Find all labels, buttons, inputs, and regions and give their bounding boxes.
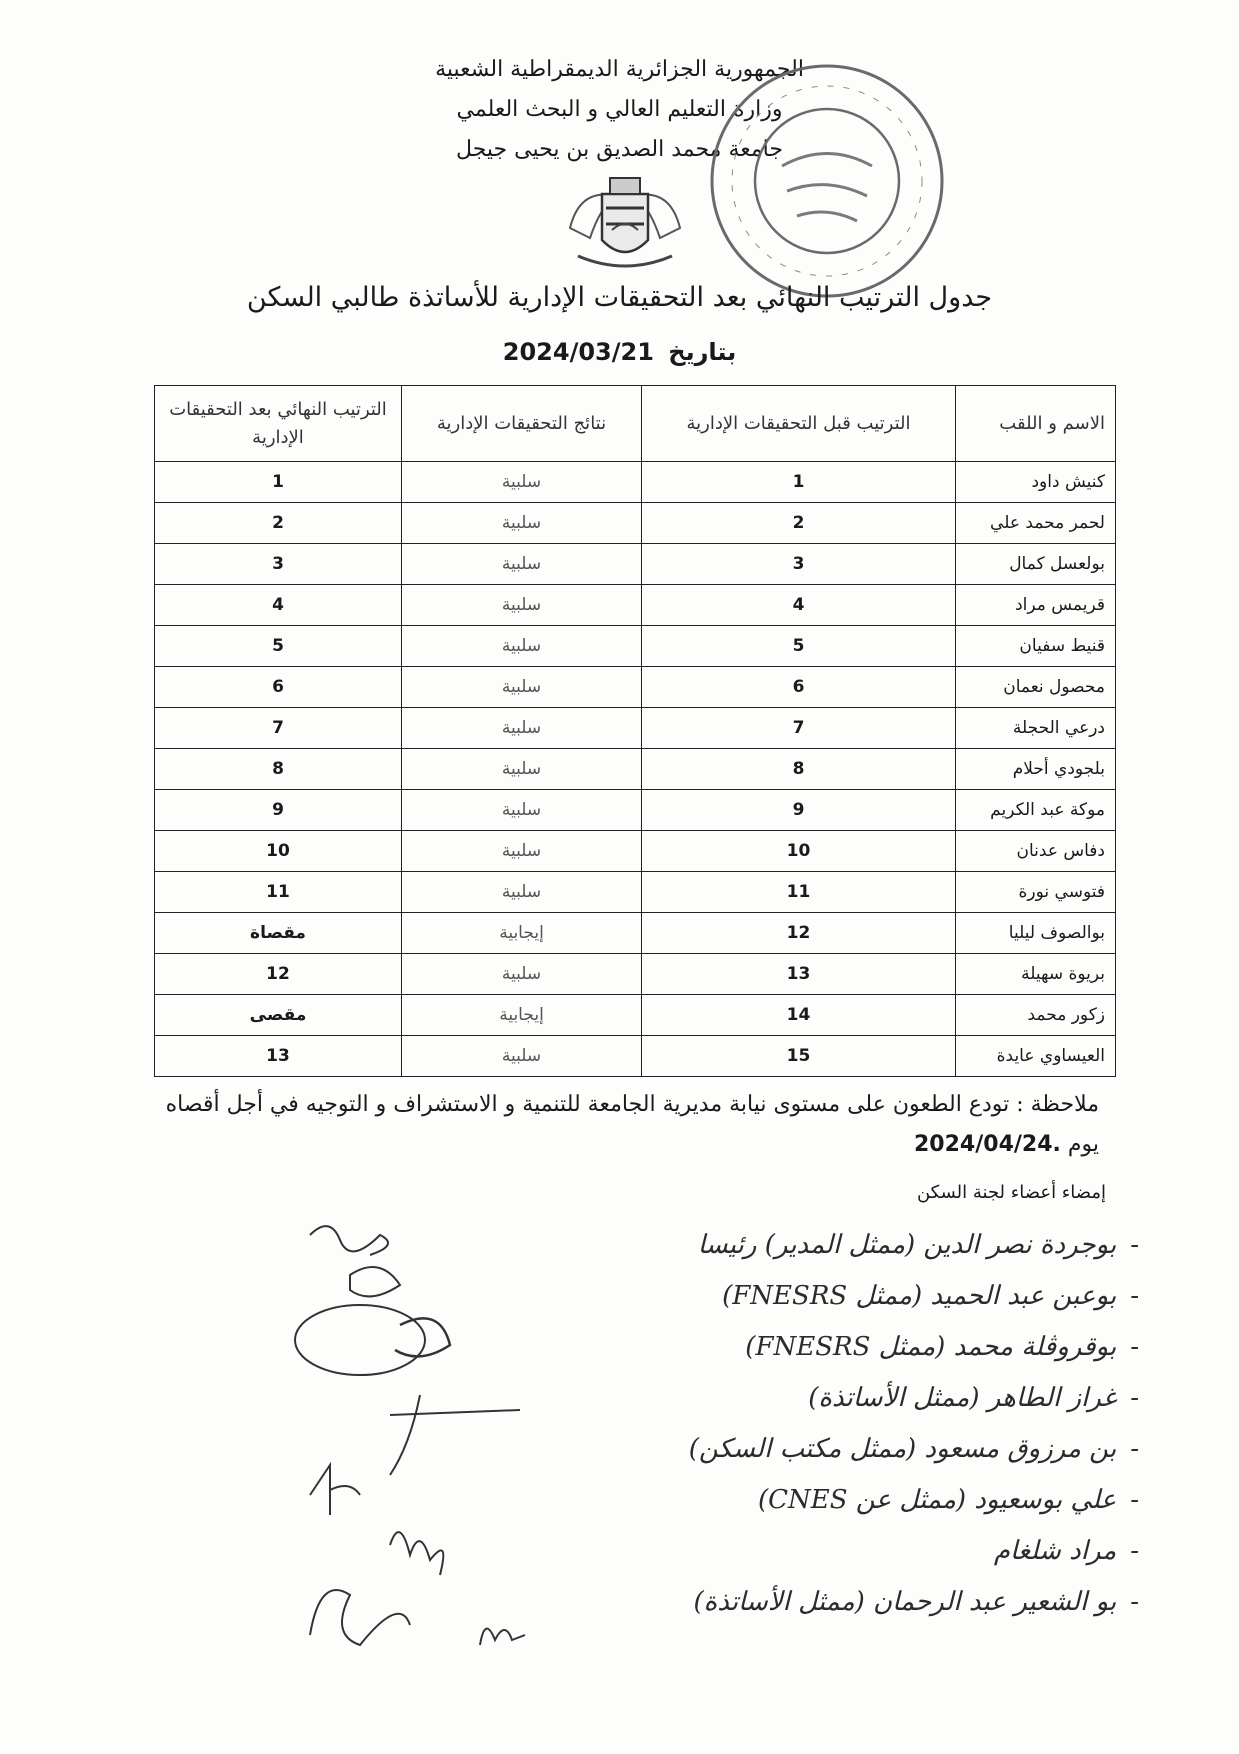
cell-before: 5 [642, 626, 956, 667]
cell-name: فتوسي نورة [956, 872, 1116, 913]
cell-result: سلبية [402, 790, 642, 831]
cell-result: سلبية [402, 667, 642, 708]
table-body [155, 462, 1116, 1077]
member-name: مراد شلغام [993, 1536, 1117, 1566]
cell-name: العيساوي عايدة [956, 1036, 1116, 1077]
cell-name: درعي الحجلة [956, 708, 1116, 749]
cell-result: إيجابية [402, 913, 642, 954]
member-name: علي بوسعيود (ممثل عن CNES) [757, 1485, 1117, 1515]
list-bullet: - [1130, 1230, 1139, 1260]
university-emblem-icon [560, 168, 690, 276]
signatures-title: إمضاء أعضاء لجنة السكن [916, 1182, 1106, 1203]
table-row [155, 790, 1116, 831]
cell-final: 2 [155, 503, 402, 544]
table-row [155, 585, 1116, 626]
cell-final: 11 [155, 872, 402, 913]
table-row [155, 913, 1116, 954]
date-value: 2024/03/21 [502, 338, 654, 366]
cell-final: 6 [155, 667, 402, 708]
cell-final: 4 [155, 585, 402, 626]
cell-result: سلبية [402, 585, 642, 626]
republic-line: الجمهورية الجزائرية الديمقراطية الشعبية [435, 57, 804, 82]
table-row [155, 708, 1116, 749]
cell-result: سلبية [402, 462, 642, 503]
member-name: بن مرزوق مسعود (ممثل مكتب السكن) [688, 1434, 1117, 1464]
cell-final: 3 [155, 544, 402, 585]
header-final: الترتيب النهائي بعد التحقيقات الإدارية [155, 386, 402, 462]
cell-name: قنيط سفيان [956, 626, 1116, 667]
cell-before: 11 [642, 872, 956, 913]
table-row [155, 462, 1116, 503]
cell-before: 1 [642, 462, 956, 503]
table-row [155, 1036, 1116, 1077]
cell-before: 3 [642, 544, 956, 585]
cell-result: سلبية [402, 831, 642, 872]
member-name: بو الشعير عبد الرحمان (ممثل الأساتذة) [693, 1587, 1117, 1617]
cell-final: 8 [155, 749, 402, 790]
table-row [155, 626, 1116, 667]
list-bullet: - [1130, 1536, 1139, 1566]
document-title: جدول الترتيب النهائي بعد التحقيقات الإدارية للأساتذة طالبي السكن [246, 282, 993, 313]
table-row [155, 954, 1116, 995]
cell-before: 8 [642, 749, 956, 790]
header-name: الاسم و اللقب [956, 386, 1116, 462]
date-prefix: بتاريخ [668, 338, 737, 366]
cell-final: 5 [155, 626, 402, 667]
cell-result: سلبية [402, 749, 642, 790]
list-bullet: - [1130, 1434, 1139, 1464]
document-date [0, 338, 1239, 366]
cell-before: 2 [642, 503, 956, 544]
cell-before: 13 [642, 954, 956, 995]
cell-before: 9 [642, 790, 956, 831]
cell-before: 6 [642, 667, 956, 708]
cell-name: قريمس مراد [956, 585, 1116, 626]
header-before: الترتيب قبل التحقيقات الإدارية [642, 386, 956, 462]
table-row [155, 667, 1116, 708]
cell-name: بوالصوف ليليا [956, 913, 1116, 954]
cell-final: مقصى [155, 995, 402, 1036]
cell-name: محصول نعمان [956, 667, 1116, 708]
cell-result: إيجابية [402, 995, 642, 1036]
ministry-line: وزارة التعليم العالي و البحث العلمي [456, 97, 783, 122]
cell-name: بلجودي أحلام [956, 749, 1116, 790]
cell-name: كنيش داود [956, 462, 1116, 503]
table-row [155, 544, 1116, 585]
cell-name: زكور محمد [956, 995, 1116, 1036]
committee-stamp-icon [702, 56, 952, 306]
table-header-row [155, 386, 1116, 462]
cell-final: 7 [155, 708, 402, 749]
table-row [155, 872, 1116, 913]
table-row [155, 995, 1116, 1036]
cell-final: 13 [155, 1036, 402, 1077]
cell-before: 4 [642, 585, 956, 626]
cell-final: مقصاة [155, 913, 402, 954]
member-name: بوقروڤلة محمد (ممثل FNESRS) [745, 1332, 1117, 1362]
list-bullet: - [1130, 1587, 1139, 1617]
ranking-table [154, 385, 1116, 1077]
cell-name: دفاس عدنان [956, 831, 1116, 872]
table-row [155, 503, 1116, 544]
cell-result: سلبية [402, 954, 642, 995]
handwritten-signatures-icon [290, 1215, 530, 1665]
table-row [155, 749, 1116, 790]
note-deadline: 2024/04/24. [914, 1132, 1061, 1157]
cell-final: 10 [155, 831, 402, 872]
cell-name: بولعسل كمال [956, 544, 1116, 585]
cell-before: 12 [642, 913, 956, 954]
cell-result: سلبية [402, 872, 642, 913]
cell-result: سلبية [402, 503, 642, 544]
cell-name: بريوة سهيلة [956, 954, 1116, 995]
list-bullet: - [1130, 1485, 1139, 1515]
cell-name: لحمر محمد علي [956, 503, 1116, 544]
cell-before: 7 [642, 708, 956, 749]
member-name: غراز الطاهر (ممثل الأساتذة) [808, 1383, 1117, 1413]
list-bullet: - [1130, 1281, 1139, 1311]
university-line: جامعة محمد الصديق بن يحيى جيجل [456, 137, 783, 162]
note-text: ملاحظة : تودع الطعون على مستوى نيابة مديرية الجامعة للتنمية و الاستشراف و التوجيه في أجل أقصاه يوم [165, 1092, 1099, 1157]
cell-final: 1 [155, 462, 402, 503]
cell-result: سلبية [402, 708, 642, 749]
header-result: نتائج التحقيقات الإدارية [402, 386, 642, 462]
cell-before: 14 [642, 995, 956, 1036]
list-bullet: - [1130, 1332, 1139, 1362]
list-bullet: - [1130, 1383, 1139, 1413]
cell-before: 10 [642, 831, 956, 872]
cell-result: سلبية [402, 1036, 642, 1077]
cell-before: 15 [642, 1036, 956, 1077]
institution-header [0, 50, 1239, 170]
cell-final: 12 [155, 954, 402, 995]
cell-result: سلبية [402, 626, 642, 667]
table-row [155, 831, 1116, 872]
cell-final: 9 [155, 790, 402, 831]
appeal-note [139, 1085, 1099, 1165]
cell-name: موكة عبد الكريم [956, 790, 1116, 831]
member-name: بوعبن عبد الحميد (ممثل FNESRS) [722, 1281, 1117, 1311]
member-name: بوجردة نصر الدين (ممثل المدير) رئيسا [697, 1230, 1117, 1260]
cell-result: سلبية [402, 544, 642, 585]
